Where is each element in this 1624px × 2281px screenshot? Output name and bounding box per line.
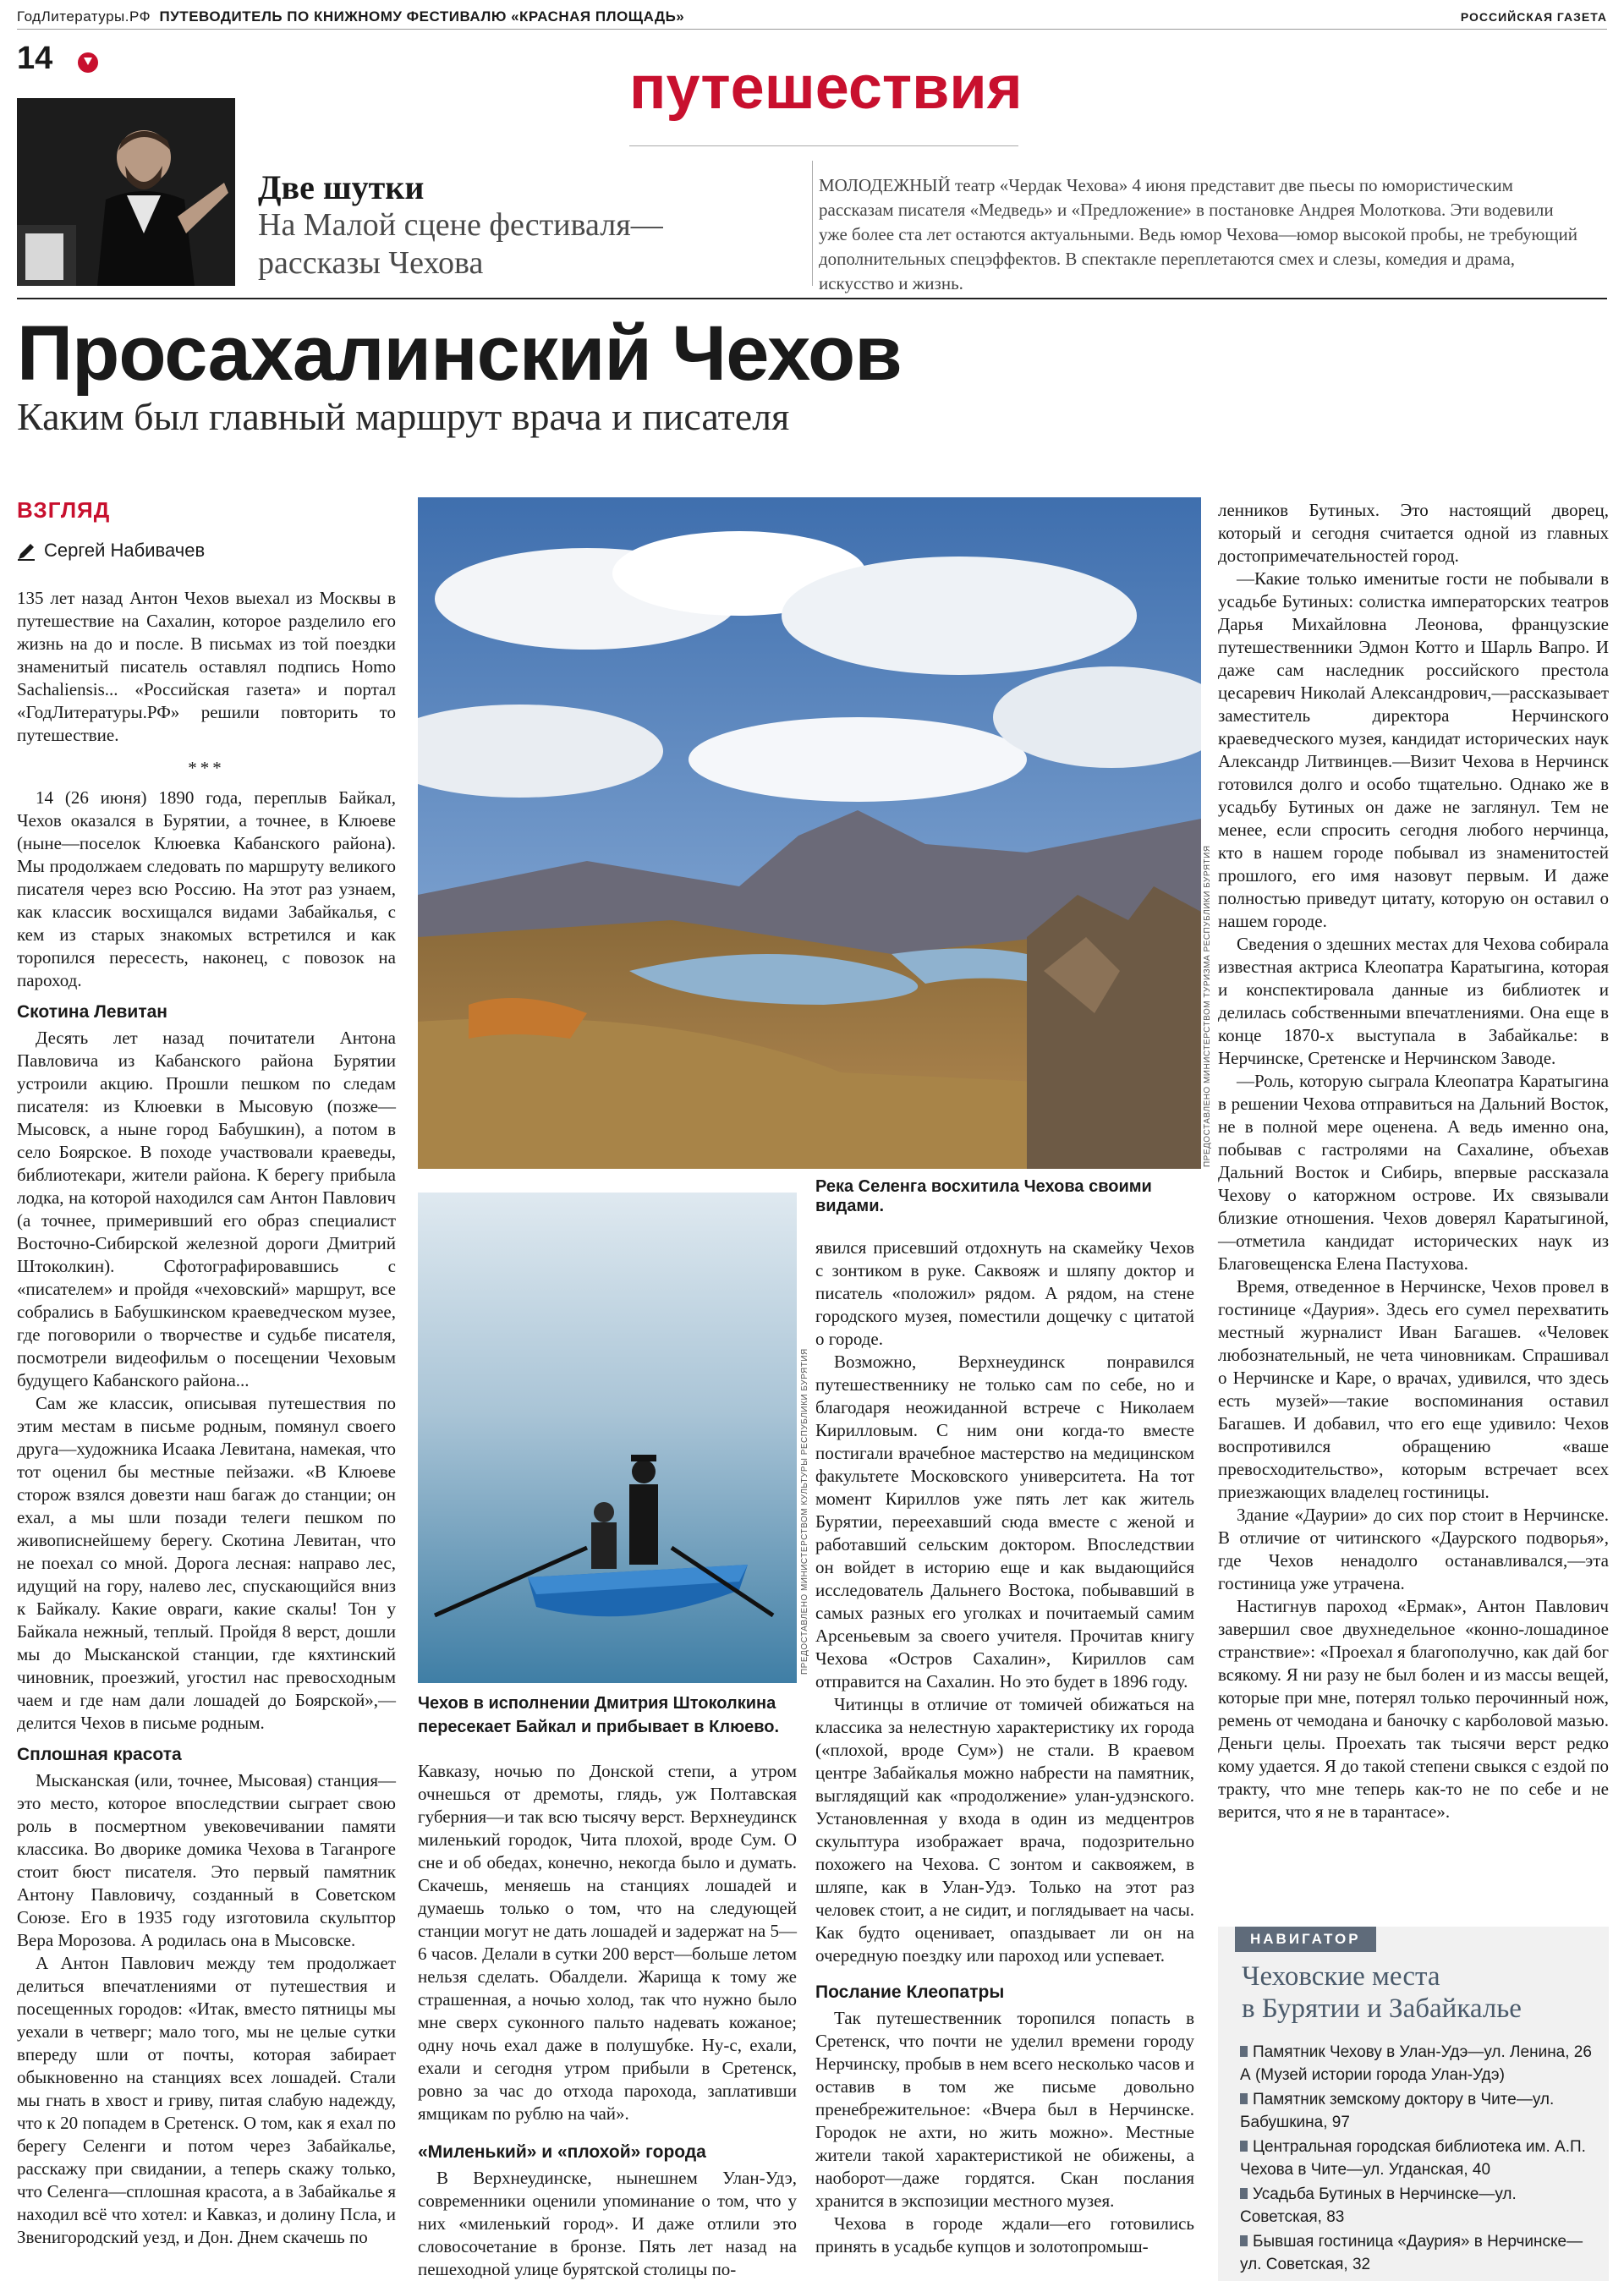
newspaper-name: РОССИЙСКАЯ ГАЗЕТА (1460, 10, 1607, 24)
paragraph: Читинцы в отличие от томичей обижаться на классика за нелестную характеристику их города («плохой, вроде Сум») не стали. В краевом центре Забайкалья можно набрести на памятник, выглядящий как «продолжение» улан-удэнского. Установленная у входа в один из медцентров скульптура изображает врача, подозрительно похожего на Чехова. С зонтом и саквояжем, в шляпе, как в Улан-Удэ. Только на этот раз человек стоит, а не сидит, и поглядывает на часы. Как будто оценивает, опаздывает ли он на очередную поездку или пароход или успевает. (815, 1694, 1194, 1966)
bullet-icon (1240, 2141, 1248, 2152)
paragraph: Сведения о здешних местах для Чехова собирала известная актриса Клеопатра Каратыгина, которая и конспектировала данные из библиотек и делилась собственными впечатлениями. Она еще в конце 1870-х выступала в Забайкалье: в Нерчинске, Сретенске и Нерчинском Заводе. (1218, 934, 1609, 1068)
paragraph: ленников Бутиных. Это настоящий дворец, который и сегодня считается одной из главных достопримечательностей город. (1218, 500, 1609, 566)
list-item: Усадьба Бутиных в Нерчинске—ул. Советская, 83 (1240, 2185, 1517, 2226)
big-photo-credit: ПРЕДОСТАВЛЕНО МИНИСТЕРСТВОМ ТУРИЗМА РЕСПУБЛИКИ БУРЯТИЯ (1203, 845, 1212, 1167)
article-column-3 (815, 1236, 1194, 2258)
paragraph: —Роль, которую сыграла Клеопатра Каратыгина в решении Чехова отправиться на Дальний Восток, не в полной мере оценена. А ведь именно она, побывав с гастролями на Сахалине, объехав Дальний Восток и Сибирь, впервые рассказала Чехову о каторжном острове. Их связывали близкие отношения. Чехов доверял Каратыгиной,—отметила кандидат исторических наук из Благовещенска Елена Пастухова. (1218, 1071, 1609, 1274)
paragraph: Мысканская (или, точнее, Мысовая) станция—это место, которое впоследствии сыграет свою роль в посмертном увековечивании памяти классика. Во дворике домика Чехова в Таганроге стоит бюст писателя. Это первый памятник Антону Павловичу, созданный в Советском Союзе. Его в 1935 году изготовила скульптор Вера Морозова. А родилась она в Мысовске. (17, 1770, 396, 1950)
page-number: 14 (17, 41, 53, 76)
rubric: ВЗГЛЯД (17, 497, 111, 523)
paragraph: —Какие только именитые гости не побывали в усадьбе Бутиных: солистка императорских театров Дарья Михайловна Леонова, французские путешественники Эдмон Котто и Шарль Вапро. И даже сам наследник российского престола цесаревич Николай Александрович,—рассказывает заместитель директора Нерчинского краеведческого музея, кандидат исторических наук Александр Литвинцев.—Визит Чехова в Нерчинск готовился долго и особо тщательно. Однако же в усадьбу Бутиных он даже не заглянул. Тем не менее, если спросить сегодня любого нерчинца, кто в нашем городе побывал из знаменитостей прошлого, его имя назовут первым. И даже полностью приведут цитату, которую он оставил о нашем городе. (1218, 568, 1609, 931)
small-photo-caption-line1: Чехов в исполнении Дмитрия Штоколкина (418, 1694, 776, 1713)
subheading: Сплошная красота (17, 1745, 182, 1764)
top-bar (17, 7, 1607, 30)
teaser-subtitle-line2: рассказы Чехова (258, 244, 484, 281)
paragraph: Десять лет назад почитатели Антона Павловича из Кабанского района Бурятии устроили акцию. Прошли пешком по следам писателя: из Клюевки в Мысовую (позже—Мысовск, а ныне город Бабушкин), а потом в село Боярское. В походе участвовали краеведы, библиотекари, жители района. К берегу прибыла лодка, на которой находился сам Антон Павлович (а точнее, примеривший его образ специалист Восточно-Сибирской железной дороги Дмитрий Штоколкин). Сфотографировавшись с «писателем» и пройдя «чеховский» маршрут, все собрались в Бабушкинском краеведческом музее, где поговорили о творчестве и судьбе писателя, посмотрели видеофильм о посещении Чеховым будущего Кабанского района... (17, 1028, 396, 1390)
teaser-title[interactable]: Две шутки (258, 168, 425, 206)
subheading: Скотина Левитан (17, 1002, 167, 1022)
subheading: Послание Клеопатры (815, 1982, 1005, 2002)
paragraph: В Верхнеудинске, нынешнем Улан-Удэ, современники оценили упоминание о том, что у них «миленький город». И даже отлили это словосочетание в бронзе. Пять лет назад на пешеходной улице бурятской столицы по- (418, 2168, 797, 2279)
paragraph: Чехова в городе ждали—его готовились принять в усадьбе купцов и золотопромыш- (815, 2213, 1194, 2256)
list-item: Памятник земскому доктору в Чите—ул. Бабушкина, 97 (1240, 2091, 1555, 2131)
small-photo-credit: ПРЕДОСТАВЛЕНО МИНИСТЕРСТВОМ КУЛЬТУРЫ РЕСПУБЛИКИ БУРЯТИЯ (800, 1348, 809, 1675)
selenga-photo (418, 497, 1201, 1169)
navigator-title-line2: в Бурятии и Забайкалье (1242, 1993, 1522, 2024)
bullet-icon (1240, 2188, 1248, 2199)
paragraph: А Антон Павлович между тем продолжает делиться впечатлениями от путешествия и посещенных городов: «Итак, вместо пятницы мы уехали в четверг; мало того, мы не целые сутки впереду шли от почты, которая забирает обыкновенно на станциях всех лошадей. Стали мы гнать в хвост и гриву, питая слабую надежду, что к 20 попадем в Сретенск. О том, как я ехал по берегу Селенги и потом через Забайкалье, расскажу при свидании, а теперь скажу только, что Селенга—сплошная красота, а в Забайкалье я находил всё что хотел: и Кавказ, и долину Псла, и Звенигородский уезд, и Дон. Днем скачешь по (17, 1953, 396, 2247)
section-title: путешествия (629, 54, 1023, 122)
paragraph: явился присевший отдохнуть на скамейку Чехов с зонтиком в руке. Саквояж и шляпу доктор и писатель «положил» рядом. А рядом, на стене городского музея, поместили дощечку с цитатой о городе. (815, 1237, 1194, 1349)
list-item: Центральная городская библиотека им. А.П. Чехова в Чите—ул. Угданская, 40 (1240, 2138, 1586, 2179)
navigator-title-line1: Чеховские места (1242, 1961, 1440, 1992)
paragraph: Здание «Даурии» до сих пор стоит в Нерчинске. В отличие от читинского «Даурского подворья», где Чехов ненадолго останавливался,—эта гостиница уже утрачена. (1218, 1505, 1609, 1593)
article-column-1 (17, 587, 396, 2249)
teaser-photo (17, 98, 235, 286)
separator-stars: *** (188, 758, 225, 778)
teaser-subtitle (258, 206, 663, 282)
subheading: «Миленький» и «плохой» города (418, 2142, 706, 2162)
boat-photo (418, 1193, 797, 1683)
paragraph: Время, отведенное в Нерчинске, Чехов провел в гостинице «Даурия». Здесь его сумел перехватить местный журналист Иван Багашев. «Человек любознательный, не чета чиновникам. Спрашивал о Нерчинске и Каре, о врачах, удивился, что здесь есть музей»—такие воспоминания оставил Багашев. И добавил, что его еще удивило: Чехов воспротивился обращению «ваше превосходительство», которым встречает всех приезжающих владелец гостиницы. (1218, 1276, 1609, 1502)
river-landscape-illustration (418, 497, 1201, 1169)
bullet-icon (1240, 2093, 1248, 2104)
author-name: Сергей Набивачев (44, 540, 206, 561)
article-column-4 (1218, 499, 1609, 1823)
headline: Просахалинский Чехов (17, 310, 902, 397)
list-item: Бывшая гостиница «Даурия» в Нерчинске—ул. Советская, 32 (1240, 2233, 1583, 2273)
article-column-2 (418, 1760, 797, 2281)
teaser-text: МОЛОДЕЖНЫЙ театр «Чердак Чехова» 4 июня представит две пьесы по юмористическим рассказам писателя «Медведь» и «Предложение» в постановке Андрея Молоткова. Эти водевили уже более ста лет остаются актуальными. Ведь юмор Чехова—юмор высокой пробы, не требующий дополнительных спецэффектов. В спектакле переплетаются смех и слезы, комедия и драма, искусство и жизнь. (819, 175, 1577, 293)
deck: Каким был главный маршрут врача и писателя (17, 395, 790, 438)
paragraph: Настигнув пароход «Ермак», Антон Павлович завершил свое двухнедельное «конно-лошадиное странствие»: «Проехал я благополучно, как дай бог всякому. Я ни разу не был болен и из массы вещей, которые при мне, потерял только перочинный нож, ремень от чемодана и баночку с карболовой мазью. Деньги целы. Проехать так тысячи верст редко кому удается. Я до такой степени свыкся с ездой по тракту, что мне теперь как-то не по себе и не верится, что я не в тарантасе». (1218, 1596, 1609, 1822)
guide-title: ПУТЕВОДИТЕЛЬ ПО КНИЖНОМУ ФЕСТИВАЛЮ «КРАСНАЯ ПЛОЩАДЬ» (159, 8, 685, 25)
big-photo-caption: Река Селенга восхитила Чехова своими видами. (815, 1177, 1152, 1215)
navigator-title (1242, 1960, 1522, 2025)
paragraph: 14 (26 июня) 1890 года, переплыв Байкал, Чехов оказался в Бурятии, а точнее, в Клюеве (ныне—поселок Клюевка Кабанского района). Мы продолжаем следовать по маршруту великого писателя через всю Россию. На этот раз узнаем, как классик восхищался видами Забайкалья, с кем из старых знакомых встретился и как торопился пересесть, наконец, с повозок на пароход. (17, 787, 396, 990)
bullet-icon (1240, 2046, 1248, 2057)
section-divider (629, 145, 1018, 146)
paragraph: Так путешественник торопился попасть в Сретенск, что почти не уделил времени городу Нерчинску, пробыв в нем всего несколько часов и оставив в том же письме довольно пренебрежительное: «Вчера был в Нерчинске. Городок не ахти, но жить можно». Местные жители такой характеристикой не обижены, а наоборот—даже гордятся. Скан послания хранится в экспозиции местного музея. (815, 2008, 1194, 2211)
teaser-divider (812, 161, 813, 286)
pen-icon (17, 542, 36, 561)
small-photo-caption (418, 1692, 797, 1739)
paragraph: Кавказу, ночью по Донской степи, а утром очнешься от дремоты, глядь, уж Полтавская губерния—и так всю тысячу верст. Верхнеудинск миленький городок, Чита плохой, вроде Сум. О сне и об обедах, конечно, некогда было и думать. Скачешь, меняешь на станциях лошадей и думаешь только о том, что на следующей станции могут не дать лошадей и задержат на 5—6 часов. Делали в сутки 200 верст—больше летом нельзя сделать. Обалдели. Жарища к тому же страшенная, а ночью холод, так что нужно было мне сверх суконного пальто надевать кожаное; одну ночь ехал даже в полушубке. Ну-с, ехали, ехали и сегодня утром прибыли в Сретенск, ровно за час до отхода парохода, заплативши ямщикам по рублю на чай». (418, 1761, 797, 2124)
arrow-down-icon (78, 52, 98, 73)
paragraph: Возможно, Верхнеудинск понравился путешественнику не только сам по себе, но и благодаря неожиданной встрече с Николаем Кирилловым. С ним они когда-то вместе постигали врачебное мастерство на медицинском факультете Московского университета. На тот момент Кириллов уже пять лет как житель Бурятии, переехавший сюда вместе с женой и работавший сельским доктором. Впоследствии он войдет в историю еще и как выдающийся исследователь Дальнего Востока, побывавший в самых разных его уголках и почитаемый самим Арсеньевым за своего учителя. Прочитав книгу Чехова «Остров Сахалин», Кириллов сам отправится на Сахалин. Но это будет в 1896 году. (815, 1352, 1194, 1692)
navigator-list (1240, 2041, 1595, 2278)
paragraph: Сам же классик, описывая путешествия по этим местам в письме родным, помянул своего друга—художника Исаака Левитана, намекая, что тот оценил бы местные пейзажи. «В Клюеве сторож взялся довезти наш багаж до станции; он ехал, а мы шли позади телеги пешком по живописнейшему берегу. Скотина Левитан, что не поехал со мной. Дорога лесная: направо лес, идущий на гору, налево лес, спускающийся вниз к Байкалу. Какие овраги, какие скалы! Тон у Байкала нежный, теплый. Пройдя 8 верст, дошли мы до Мысканской станции, где кяхтинский чиновник, проезжий, угостил нас превосходным чаем и где нам дали лошадей до Боярской»,—делится Чехов в письме родным. (17, 1393, 396, 1733)
headline-rule (17, 298, 1607, 299)
author-byline (17, 540, 205, 562)
list-item: Памятник Чехову в Улан-Удэ—ул. Ленина, 26 А (Музей истории города Улан-Удэ) (1240, 2043, 1592, 2084)
bullet-icon (1240, 2235, 1248, 2246)
boat-illustration (418, 1193, 797, 1683)
actor-photo-illustration (17, 98, 235, 286)
topbar-left (17, 8, 684, 25)
site-name[interactable]: ГодЛитературы.РФ (17, 8, 151, 25)
article-lead: 135 лет назад Антон Чехов выехал из Москвы в путешествие на Сахалин, которое разделило его жизнь на до и после. В письмах из той поездки знаменитый писатель оставлял подпись Homo Sachaliensis... «Российская газета» и портал «ГодЛитературы.РФ» решили повторить то путешествие. (17, 588, 396, 745)
navigator-tag: НАВИГАТОР (1235, 1927, 1376, 1952)
small-photo-caption-line2: пересекает Байкал и прибывает в Клюево. (418, 1718, 780, 1736)
teaser-subtitle-line1: На Малой сцене фестиваля— (258, 207, 663, 243)
